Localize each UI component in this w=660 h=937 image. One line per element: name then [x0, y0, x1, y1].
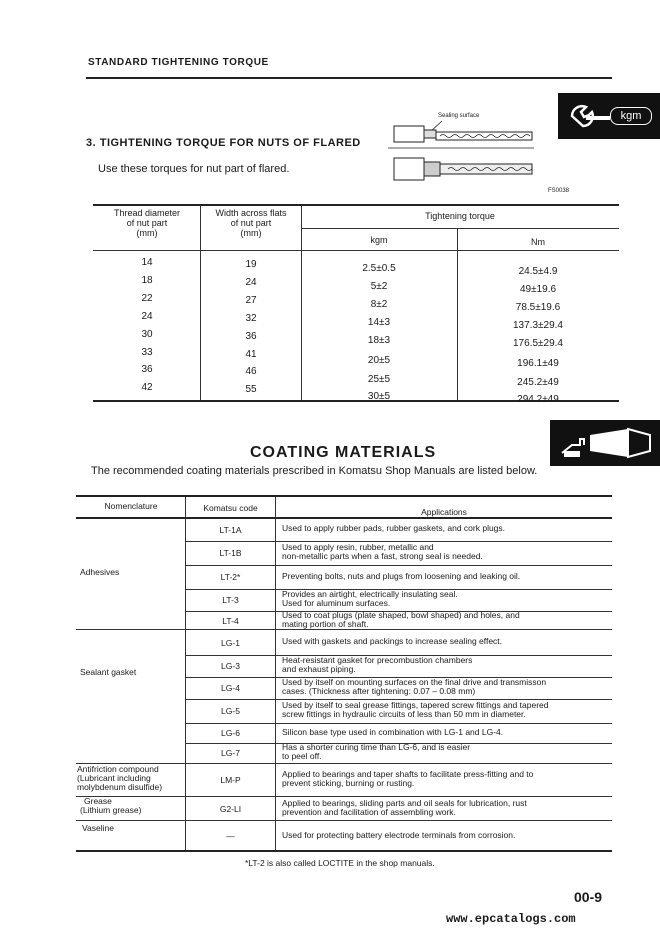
torque-cell-thread: 14: [141, 257, 153, 268]
coating-application-line: prevention and facilitation of assembling work.: [282, 807, 456, 817]
coating-title: COATING MATERIALS: [250, 444, 437, 461]
coating-code: —: [226, 831, 235, 841]
coating-application-line: Applied to bearings and taper shafts to facilitate press-fitting and to: [282, 769, 534, 779]
group-adhesives: Adhesives: [80, 567, 120, 577]
section3-intro: Use these torques for nut part of flared.: [98, 163, 290, 175]
coating-code: LT-2*: [220, 572, 241, 582]
coating-application-line: non-metallic parts when a fast, strong seal is needed.: [282, 551, 483, 561]
torque-cell-kgm: 20±5: [367, 355, 391, 366]
torque-cell-thread: 22: [141, 293, 153, 304]
coating-application-line: Used with gaskets and packings to increase sealing effect.: [282, 636, 503, 646]
coating-application-line: prevent sticking, burning or rusting.: [282, 778, 415, 788]
section3-title: 3. TIGHTENING TORQUE FOR NUTS OF FLARED: [86, 137, 361, 149]
torque-cell-kgm: 2.5±0.5: [362, 263, 396, 274]
head-nm: Nm: [531, 237, 545, 247]
coating-application-line: Silicon base type used in combination with LG-1 and LG-4.: [282, 726, 504, 737]
head-thread-line1: Thread diameter: [113, 208, 181, 218]
coating-badge: [550, 420, 660, 466]
torque-cell-width: 27: [245, 295, 257, 306]
torque-cell-width: 19: [245, 259, 257, 270]
coating-code: LG-5: [221, 706, 240, 716]
coating-application: [282, 743, 608, 761]
torque-cell-width: 46: [245, 366, 257, 377]
coating-application: [282, 678, 608, 696]
coating-application-line: Applied to bearings, sliding parts and oil seals for lubrication, rust: [282, 798, 527, 808]
head-width-across-flats: [201, 208, 301, 238]
coating-application: [282, 590, 608, 608]
torque-cell-kgm: 5±2: [370, 281, 388, 292]
coating-head-applications: Applications: [421, 507, 467, 517]
coating-application: [282, 831, 608, 840]
coating-adhesives-rule: [76, 629, 612, 630]
torque-cell-kgm: 25±5: [367, 374, 391, 385]
coating-footnote: *LT-2 is also called LOCTITE in the shop manuals.: [245, 858, 435, 868]
coating-application-line: Used to coat plugs (plate shaped, bowl shaped) and holes, and: [282, 609, 520, 620]
coating-application: [282, 799, 608, 817]
group-antifriction-line2: (Lubricant including: [77, 773, 151, 783]
torque-cell-nm: 78.5±19.6: [515, 302, 561, 313]
coating-vline-2: [275, 497, 276, 850]
coating-grease-rule: [76, 820, 612, 821]
page-header-title: STANDARD TIGHTENING TORQUE: [88, 57, 269, 68]
coating-code: LT-1A: [219, 524, 242, 535]
coating-application-line: mating portion of shaft.: [282, 618, 369, 629]
coating-application-line: Used by itself to seal grease fittings, tapered screw fittings and tapered: [282, 700, 549, 710]
coating-header-rule: [76, 517, 612, 519]
torque-table-top-rule: [93, 204, 619, 206]
coating-application: [282, 656, 608, 674]
torque-cell-thread: 18: [141, 275, 153, 286]
wrench-icon: [568, 101, 612, 131]
coating-application-line: Used by itself on mounting surfaces on the final drive and transmisson: [282, 677, 547, 687]
group-sealant-gasket: Sealant gasket: [80, 667, 137, 677]
torque-cell-width: 41: [245, 349, 257, 360]
coating-application-line: Used to apply resin, rubber, metallic and: [282, 542, 434, 552]
coating-application: [282, 770, 608, 788]
torque-cell-thread: 36: [141, 364, 153, 375]
torque-cell-nm: 196.1±49: [517, 358, 559, 369]
kgm-badge: [558, 93, 660, 139]
group-antifriction-line3: molybdenum disulfide): [77, 782, 163, 792]
coating-application-line: Used for aluminum surfaces.: [282, 598, 391, 608]
coating-application: [282, 637, 608, 646]
torque-cell-width: 32: [245, 313, 257, 324]
torque-cell-width: 55: [245, 384, 257, 395]
head-width-line3: (mm): [240, 228, 262, 238]
group-grease-line2: (Lithium grease): [80, 805, 142, 815]
torque-subheader-rule: [301, 228, 619, 229]
torque-header-rule: [93, 250, 619, 251]
torque-cell-thread: 42: [141, 382, 153, 393]
coating-head-code: Komatsu code: [203, 503, 258, 513]
group-grease: [80, 797, 141, 815]
coating-code: LT-3: [222, 595, 239, 605]
coating-code: LG-1: [221, 637, 240, 648]
torque-cell-thread: 33: [141, 347, 153, 358]
coating-code: G2-LI: [219, 804, 242, 814]
coating-code: LG-6: [221, 728, 240, 738]
coating-application-line: and exhaust piping.: [282, 664, 356, 674]
coating-application: [282, 543, 608, 561]
torque-cell-width: 36: [245, 331, 257, 342]
coating-head-nomenclature: Nomenclature: [104, 501, 158, 511]
coating-application-line: to peel off.: [282, 751, 322, 761]
head-tightening-torque: Tightening torque: [425, 211, 495, 221]
coating-application: [282, 611, 608, 629]
head-thread-line2: of nut part: [126, 218, 168, 228]
coating-code: LT-4: [222, 615, 239, 626]
head-thread-line3: (mm): [136, 228, 158, 238]
coating-row-rule: [185, 565, 612, 566]
page-number: 00-9: [574, 889, 603, 905]
torque-cell-nm: 245.2±49: [517, 377, 559, 388]
group-vaseline: Vaseline: [82, 823, 114, 833]
torque-cell-kgm: 30±5: [367, 391, 391, 402]
group-antifriction: [77, 765, 162, 792]
head-width-line2: of nut part: [230, 218, 272, 228]
coating-code: LG-3: [221, 661, 240, 671]
coating-application-line: Provides an airtight, electrically insulating seal.: [282, 589, 458, 599]
group-grease-line1: Grease: [84, 796, 112, 806]
footer-url: www.epcatalogs.com: [446, 912, 576, 926]
figure-code: FS0038: [548, 188, 570, 194]
coating-code: LM-P: [220, 775, 241, 785]
head-width-line1: Width across flats: [215, 208, 287, 218]
torque-cell-thread: 24: [141, 311, 153, 322]
torque-cell-width: 24: [245, 277, 257, 288]
torque-cell-nm: 24.5±4.9: [518, 266, 558, 277]
torque-cell-kgm: 8±2: [370, 299, 388, 310]
coating-application-line: Preventing bolts, nuts and plugs from loosening and leaking oil.: [282, 570, 521, 581]
torque-cell-nm: 49±19.6: [519, 284, 557, 295]
coating-antifriction-rule: [76, 796, 612, 797]
head-kgm: kgm: [370, 235, 388, 245]
coating-intro: The recommended coating materials prescribed in Komatsu Shop Manuals are listed below.: [91, 465, 538, 477]
kgm-badge-label: kgm: [610, 107, 652, 125]
coating-application-line: Used for protecting battery electrode terminals from corrosion.: [282, 829, 516, 840]
torque-cell-nm: 294.2±49: [517, 394, 559, 405]
coating-application-line: cases. (Thickness after tightening: 0.07 – 0.08 mm): [282, 686, 476, 696]
coating-code: LT-1B: [219, 548, 242, 558]
flared-nut-diagram: [388, 118, 536, 190]
coating-application-line: screw fittings in hydraulic circuits of less than 50 mm in diameter.: [282, 709, 526, 719]
sealing-surface-label: Sealing surface: [438, 113, 480, 119]
coating-code: LG-7: [221, 748, 240, 758]
grease-tube-icon: [556, 423, 656, 463]
coating-application: [282, 524, 608, 533]
coating-application: [282, 572, 608, 581]
head-thread-diameter: [96, 208, 198, 238]
coating-application: [282, 728, 608, 737]
torque-cell-nm: 176.5±29.4: [513, 338, 563, 349]
torque-cell-nm: 137.3±29.4: [513, 320, 563, 331]
group-antifriction-line1: Antifriction compound: [77, 764, 159, 774]
coating-application-line: Has a shorter curing time than LG-6, and is easier: [282, 742, 471, 752]
coating-table-top-rule: [76, 495, 612, 497]
coating-application: [282, 701, 608, 719]
header-rule: [86, 77, 612, 79]
coating-application-line: Heat-resistant gasket for precombustion chambers: [282, 655, 473, 665]
coating-code: LG-4: [221, 683, 240, 693]
coating-table-bottom-rule: [76, 850, 612, 852]
torque-vline-3: [457, 229, 458, 400]
torque-cell-thread: 30: [141, 329, 153, 340]
coating-row-rule: [185, 723, 612, 724]
torque-cell-kgm: 14±3: [367, 317, 391, 328]
torque-cell-kgm: 18±3: [367, 335, 391, 346]
coating-application-line: Used to apply rubber pads, rubber gaskets, and cork plugs.: [282, 523, 506, 533]
